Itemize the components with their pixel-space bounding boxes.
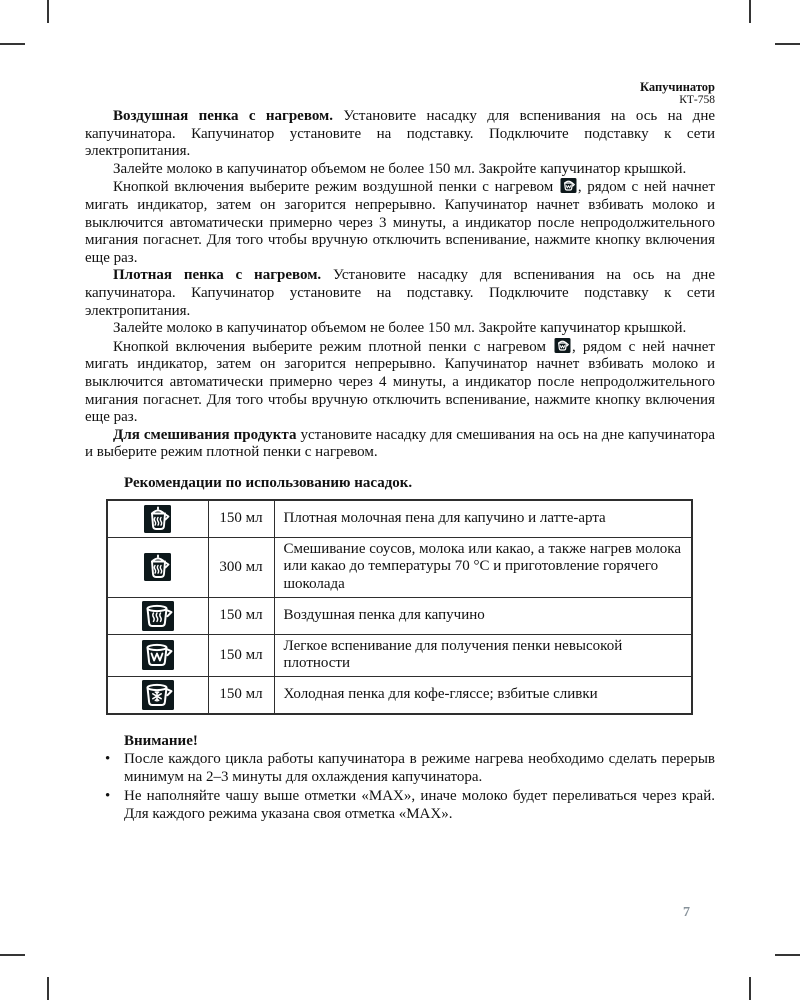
description-cell: Холодная пенка для кофе-гляссе; взбитые сливки	[274, 676, 692, 714]
crop-mark-bottom-left-vertical	[47, 977, 49, 1000]
description-cell: Смешивание соусов, молока или какао, а также нагрев молока или какао до температуры 70 °С и приготовление горячего шоколада	[274, 537, 692, 597]
device-name: Капучинатор	[640, 80, 715, 94]
crop-mark-bottom-left-horizontal	[0, 954, 25, 956]
icon-cell	[107, 537, 208, 597]
air-foam-lead: Воздушная пенка с нагревом.	[113, 108, 334, 124]
description-cell: Легкое вспенивание для получения пенки невысокой плотности	[274, 634, 692, 676]
paragraph-mixing: Для смешивания продукта установите насадку для смешивания на ось на дне капучинатора и выберите режим плотной пенки с нагревом.	[85, 426, 716, 461]
jug-steam-icon	[143, 503, 173, 535]
paragraph-dense-foam-fill: Залейте молоко в капучинатор объемом не более 150 мл. Закройте капучинатор крышкой.	[113, 320, 687, 337]
volume-cell: 150 мл	[208, 500, 274, 538]
volume-cell: 150 мл	[208, 634, 274, 676]
running-header	[640, 81, 715, 107]
table-row	[107, 537, 692, 597]
table-row	[107, 676, 692, 714]
model-number: КТ-758	[679, 94, 715, 106]
crop-mark-bottom-right-horizontal	[775, 954, 800, 956]
table-row	[107, 634, 692, 676]
crop-mark-bottom-right-vertical	[749, 977, 751, 1000]
description-cell: Плотная молочная пена для капучино и латте-арта	[274, 500, 692, 538]
page-content	[85, 108, 715, 824]
description-cell: Воздушная пенка для капучино	[274, 597, 692, 634]
attention-item	[85, 787, 715, 824]
table-row	[107, 597, 692, 634]
dense-foam-mode-icon	[554, 338, 571, 354]
attention-item-text: Не наполняйте чашу выше отметки «МАХ», иначе молоко будет переливаться через край. Для каждого режима указана своя отметка «МАХ».	[124, 787, 715, 823]
mixing-lead: Для смешивания продукта	[113, 426, 297, 443]
air-foam-mode-icon	[560, 178, 577, 194]
cup-wave-icon	[140, 639, 176, 671]
jug-steam-icon	[143, 551, 173, 583]
crop-mark-top-left-vertical	[47, 0, 49, 23]
dense-foam-lead: Плотная пенка с нагревом.	[113, 267, 322, 284]
icon-cell	[107, 676, 208, 714]
volume-cell: 300 мл	[208, 537, 274, 597]
paragraph-air-foam-fill: Залейте молоко в капучинатор объемом не более 150 мл. Закройте капучинатор крышкой.	[113, 160, 687, 177]
attention-item-text: После каждого цикла работы капучинатора в режиме нагрева необходимо сделать перерыв минимум на 2–3 минуты для охлаждения капучинатора.	[124, 750, 715, 786]
recommendations-heading: Рекомендации по использованию насадок.	[124, 474, 413, 491]
paragraph-air-foam-mode: Кнопкой включения выберите режим воздушной пенки с нагревом , рядом с ней начнет мигать индикатор, затем он загорится непрерывно. Капучинатор начнет взбивать молоко и выключится автоматически примерно через 3 минуты, а индикатор после непродолжительного мигания погаснет. Для того чтобы вручную отключить вспенивание, нажмите кнопку включения еще раз.	[85, 179, 715, 266]
table-row	[107, 500, 692, 538]
cup-steam-icon	[140, 600, 176, 632]
icon-cell	[107, 597, 208, 634]
attention-heading: Внимание!	[124, 732, 198, 749]
crop-mark-top-right-horizontal	[775, 43, 800, 45]
volume-cell: 150 мл	[208, 597, 274, 634]
paragraph-air-foam-intro: Воздушная пенка с нагревом. Установите насадку для вспенивания на ось на дне капучинатора. Капучинатор установите на подставку. Подключите подставку к сети электропитания.	[85, 108, 716, 160]
bullet-marker: •	[105, 787, 111, 804]
bullet-marker: •	[105, 750, 111, 767]
attention-item	[85, 750, 715, 787]
crop-mark-top-left-horizontal	[0, 43, 25, 45]
volume-cell: 150 мл	[208, 676, 274, 714]
cup-snowflake-icon	[140, 679, 176, 711]
attachments-table	[106, 499, 693, 715]
icon-cell	[107, 500, 208, 538]
icon-cell	[107, 634, 208, 676]
paragraph-dense-foam-mode: Кнопкой включения выберите режим плотной пенки с нагревом , рядом с ней начнет мигать индикатор, затем он загорится непрерывно. Капучинатор начнет взбивать молоко и выключится автоматически примерно через 4 минуты, а индикатор после непродолжительного мигания погаснет. Для того чтобы вручную отключить вспенивание, нажмите кнопку включения еще раз.	[85, 338, 715, 426]
paragraph-dense-foam-intro: Плотная пенка с нагревом. Установите насадку для вспенивания на ось на дне капучинатора. Капучинатор установите на подставку. Подключите подставку к сети электропитания.	[85, 267, 715, 319]
crop-mark-top-right-vertical	[749, 0, 751, 23]
page-number: 7	[683, 905, 690, 920]
